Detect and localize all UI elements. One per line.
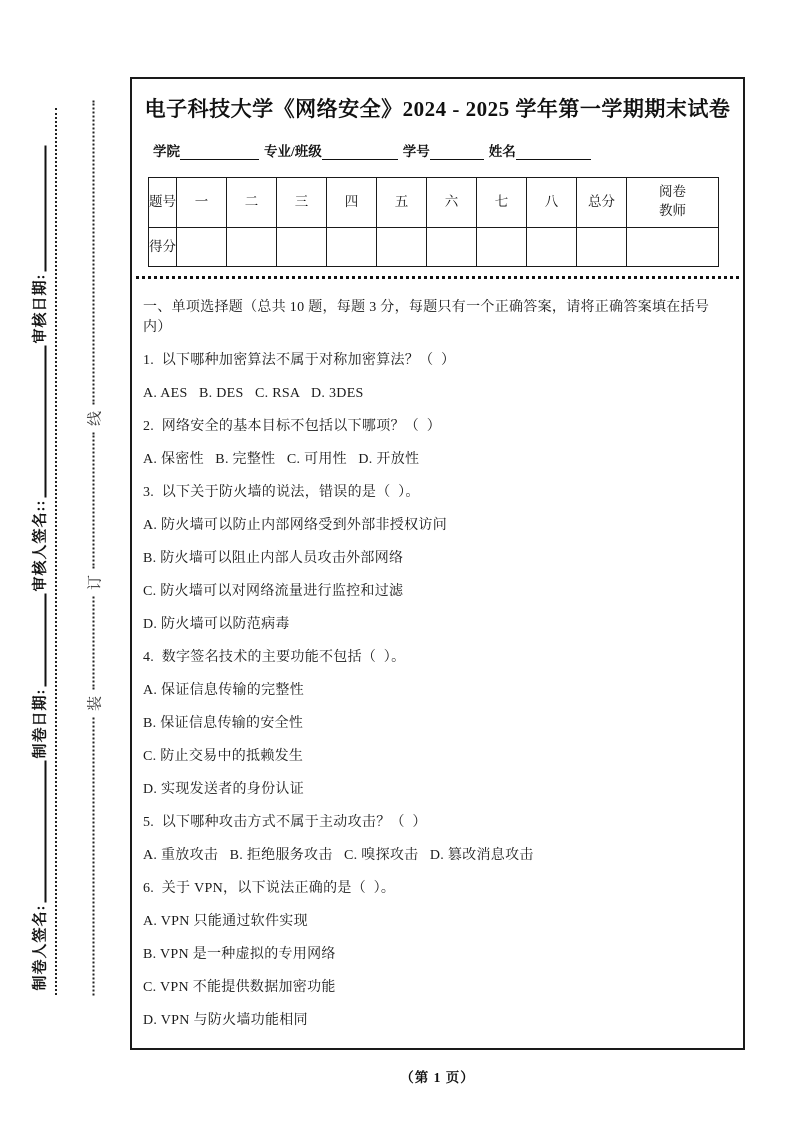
binding-dots — [93, 718, 95, 996]
review-date-blank — [45, 146, 47, 272]
major-class-label: 专业/班级 — [264, 144, 322, 159]
col-6: 六 — [427, 178, 477, 228]
score-cell-1 — [177, 228, 227, 267]
review-date-label: 审核日期: — [32, 273, 48, 344]
score-cell-6 — [427, 228, 477, 267]
question-6-option-d: D. VPN 与防火墙功能相同 — [143, 1013, 308, 1028]
score-table-header-row — [149, 178, 719, 228]
maker-signature-blank — [45, 761, 47, 903]
inner-dotted-line — [55, 108, 57, 995]
question-4-text: 4. 数字签名技术的主要功能不包括（ ）。 — [143, 650, 406, 665]
col-8: 八 — [527, 178, 577, 228]
name-label: 姓名 — [488, 144, 516, 159]
question-6-option-c: C. VPN 不能提供数据加密功能 — [143, 980, 336, 995]
binding-char-ding: 订 — [87, 575, 103, 591]
section-title: 一、单项选择题（总共 10 题，每题 3 分，每题只有一个正确答案，请将正确答案填在括号内） — [143, 300, 710, 335]
margin-label-maker-date — [21, 592, 57, 759]
binding-dots — [93, 433, 95, 569]
maker-signature-label: 制卷人签名: — [32, 904, 48, 991]
score-corner: 得分 — [149, 228, 177, 267]
question-4-option-d: D. 实现发送者的身份认证 — [143, 782, 305, 797]
reviewer-signature-label: 审核人签名:: — [32, 499, 48, 592]
binding-char-xian: 线 — [87, 411, 103, 427]
question-2-options: A. 保密性 B. 完整性 C. 可用性 D. 开放性 — [143, 452, 420, 467]
exam-title: 电子科技大学《网络安全》2024 - 2025 学年第一学期期末试卷 — [144, 97, 731, 121]
question-5-options: A. 重放攻击 B. 拒绝服务攻击 C. 嗅探攻击 D. 篡改消息攻击 — [143, 848, 534, 863]
binding-dots — [93, 597, 95, 690]
question-3-option-c: C. 防火墙可以对网络流量进行监控和过滤 — [143, 584, 404, 599]
margin-labels-column — [21, 144, 57, 991]
question-6-text: 6. 关于 VPN，以下说法正确的是（ ）。 — [143, 881, 396, 896]
score-cell-8 — [527, 228, 577, 267]
score-cell-3 — [277, 228, 327, 267]
student-info-line — [132, 140, 743, 160]
question-4-option-a: A. 保证信息传输的完整性 — [143, 683, 305, 698]
grader-label: 阅卷教师 — [659, 184, 686, 218]
col-2: 二 — [227, 178, 277, 228]
score-cell-2 — [227, 228, 277, 267]
binding-dots — [93, 101, 95, 405]
question-3-option-a: A. 防火墙可以防止内部网络受到外部非授权访问 — [143, 518, 448, 533]
question-6-option-b: B. VPN 是一种虚拟的专用网络 — [143, 947, 336, 962]
score-cell-7 — [477, 228, 527, 267]
score-cell-grader — [627, 228, 719, 267]
score-cell-5 — [377, 228, 427, 267]
question-1-text: 1. 以下哪种加密算法不属于对称加密算法？（ ） — [143, 353, 456, 368]
question-6-option-a: A. VPN 只能通过软件实现 — [143, 914, 308, 929]
col-total: 总分 — [577, 178, 627, 228]
question-number-corner: 题号 — [149, 178, 177, 228]
major-class-blank — [322, 145, 398, 160]
college-label: 学院 — [153, 144, 180, 159]
student-id-label: 学号 — [402, 144, 430, 159]
margin-label-reviewer-signature — [21, 344, 57, 592]
score-table — [148, 177, 719, 267]
maker-date-blank — [45, 594, 47, 687]
score-cell-total — [577, 228, 627, 267]
col-3: 三 — [277, 178, 327, 228]
score-cell-4 — [327, 228, 377, 267]
questions-area — [132, 279, 743, 1031]
page-number: （第 1 页） — [400, 1070, 475, 1085]
college-blank — [180, 145, 259, 160]
col-grader — [627, 178, 719, 228]
question-4-option-b: B. 保证信息传输的安全性 — [143, 716, 304, 731]
col-5: 五 — [377, 178, 427, 228]
question-5-text: 5. 以下哪种攻击方式不属于主动攻击？（ ） — [143, 815, 427, 830]
question-3-option-b: B. 防火墙可以阻止内部人员攻击外部网络 — [143, 551, 404, 566]
col-1: 一 — [177, 178, 227, 228]
margin-label-maker-signature — [21, 759, 57, 991]
reviewer-signature-blank — [45, 346, 47, 498]
binding-char-zhuang: 装 — [87, 696, 103, 712]
name-blank — [516, 145, 591, 160]
col-7: 七 — [477, 178, 527, 228]
question-3-text: 3. 以下关于防火墙的说法，错误的是（ ）。 — [143, 485, 420, 500]
maker-date-label: 制卷日期: — [32, 688, 48, 759]
question-2-text: 2. 网络安全的基本目标不包括以下哪项？（ ） — [143, 419, 441, 434]
student-id-blank — [430, 145, 484, 160]
col-4: 四 — [327, 178, 377, 228]
exam-content-box — [130, 77, 745, 1050]
score-table-score-row — [149, 228, 719, 267]
question-1-options: A. AES B. DES C. RSA D. 3DES — [143, 386, 364, 401]
question-3-option-d: D. 防火墙可以防范病毒 — [143, 617, 290, 632]
binding-line — [82, 101, 106, 996]
margin-label-review-date — [21, 144, 57, 344]
question-4-option-c: C. 防止交易中的抵赖发生 — [143, 749, 304, 764]
